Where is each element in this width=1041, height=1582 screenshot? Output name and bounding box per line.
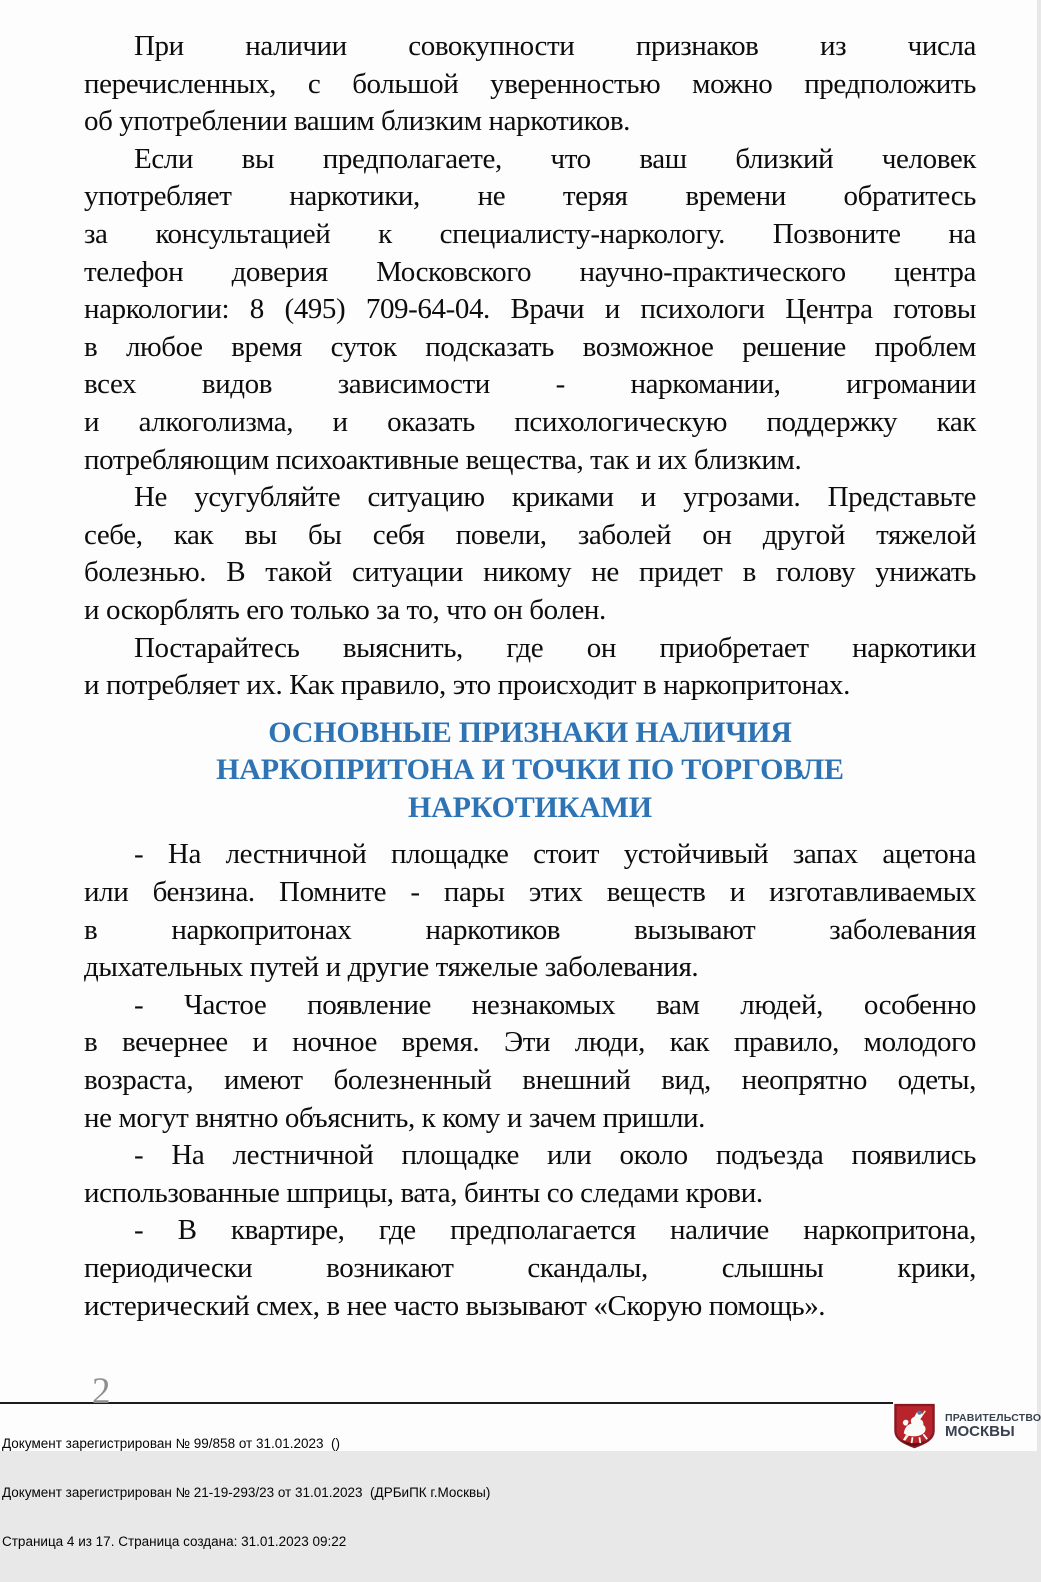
text-line: ОСНОВНЫЕ ПРИЗНАКИ НАЛИЧИЯ [268, 715, 792, 749]
text-line: Если вы предполагаете, что ваш близкий человек [134, 142, 976, 175]
page-info-line: Страница 4 из 17. Страница создана: 31.01.2023 09:22 [2, 1533, 347, 1549]
paragraph [84, 630, 976, 705]
paragraph [84, 1212, 976, 1325]
text-line: возраста, имеют болезненный внешний вид, неопрятно одеты, [84, 1064, 976, 1097]
text-line: НАРКОПРИТОНА И ТОЧКИ ПО ТОРГОВЛЕ [216, 753, 844, 787]
text-line: и потребляет их. Как правило, это происходит в наркопритонах. [84, 669, 851, 702]
registration-line-1: Документ зарегистрирован № 99/858 от 31.01.2023 () [2, 1436, 341, 1452]
text-line: и оскорблять его только за то, что он болен. [84, 593, 606, 626]
section-heading [84, 714, 976, 827]
text-line: себе, как вы бы себя повели, заболей он другой тяжелой [84, 518, 976, 551]
text-line: использованные шприцы, вата, бинты со следами крови. [84, 1176, 763, 1209]
document-body [84, 28, 976, 1325]
text-line: перечисленных, с большой уверенностью можно предположить [84, 67, 976, 100]
text-line: - Частое появление незнакомых вам людей, особенно [134, 988, 976, 1021]
text-line: в любое время суток подсказать возможное решение проблем [84, 330, 976, 363]
paragraph [84, 987, 976, 1137]
moscow-coat-of-arms-icon [893, 1403, 936, 1449]
text-line: телефон доверия Московского научно-практического центра [84, 255, 976, 288]
text-line: - На лестничной площадке стоит устойчивый запах ацетона [134, 838, 976, 871]
paragraph [84, 1137, 976, 1212]
paragraph [84, 141, 976, 479]
registration-footer [2, 1404, 490, 1582]
text-line: не могут внятно объяснить, к кому и зачем пришли. [84, 1101, 705, 1134]
text-line: или бензина. Помните - пары этих веществ и изготавливаемых [84, 876, 976, 909]
registration-line-2: Документ зарегистрирован № 21-19-293/23 от 31.01.2023 (ДРБиПК г.Москвы) [2, 1485, 491, 1501]
text-line: дыхательных путей и другие тяжелые заболевания. [84, 951, 699, 984]
text-line: всех видов зависимости - наркомании, игромании [84, 368, 976, 401]
text-line: периодически возникают скандалы, слышны крики, [84, 1252, 976, 1284]
text-line: и алкоголизма, и оказать психологическую поддержку как [84, 405, 976, 438]
text-line: истерический смех, в нее часто вызывают «Скорую помощь». [84, 1289, 826, 1322]
text-line: - На лестничной площадке или около подъезда появились [134, 1139, 976, 1172]
text-line: Постарайтесь выяснить, где он приобретает наркотики [134, 631, 976, 664]
text-line: Не усугубляйте ситуацию криками и угрозами. Представьте [134, 481, 976, 514]
text-line: НАРКОТИКАМИ [408, 790, 652, 824]
text-line: об употреблении вашим близким наркотиков. [84, 105, 631, 138]
paragraph [84, 836, 976, 986]
text-line: за консультацией к специалисту-наркологу. Позвоните на [84, 217, 976, 250]
logo-text-line1: ПРАВИТЕЛЬСТВО [945, 1411, 1041, 1424]
text-line: наркологии: 8 (495) 709-64-04. Врачи и психологи Центра готовы [84, 293, 976, 326]
paragraph [84, 28, 976, 141]
text-line: болезнью. В такой ситуации никому не придет в голову унижать [84, 556, 976, 589]
text-line: в наркопритонах наркотиков вызывают заболевания [84, 913, 976, 946]
text-line: в вечернее и ночное время. Эти люди, как правило, молодого [84, 1026, 976, 1059]
moscow-government-logo [893, 1402, 1041, 1449]
text-line: При наличии совокупности признаков из числа [134, 30, 976, 62]
logo-text-line2: МОСКВЫ [945, 1422, 1015, 1440]
paragraph [84, 479, 976, 629]
text-line: употребляет наркотики, не теряя времени обратитесь [84, 180, 976, 213]
logo-text [945, 1412, 1041, 1440]
text-line: - В квартире, где предполагается наличие наркопритона, [134, 1214, 976, 1247]
page-number: 2 [92, 1371, 111, 1412]
text-line: потребляющим психоактивные вещества, так и их близким. [84, 443, 802, 476]
